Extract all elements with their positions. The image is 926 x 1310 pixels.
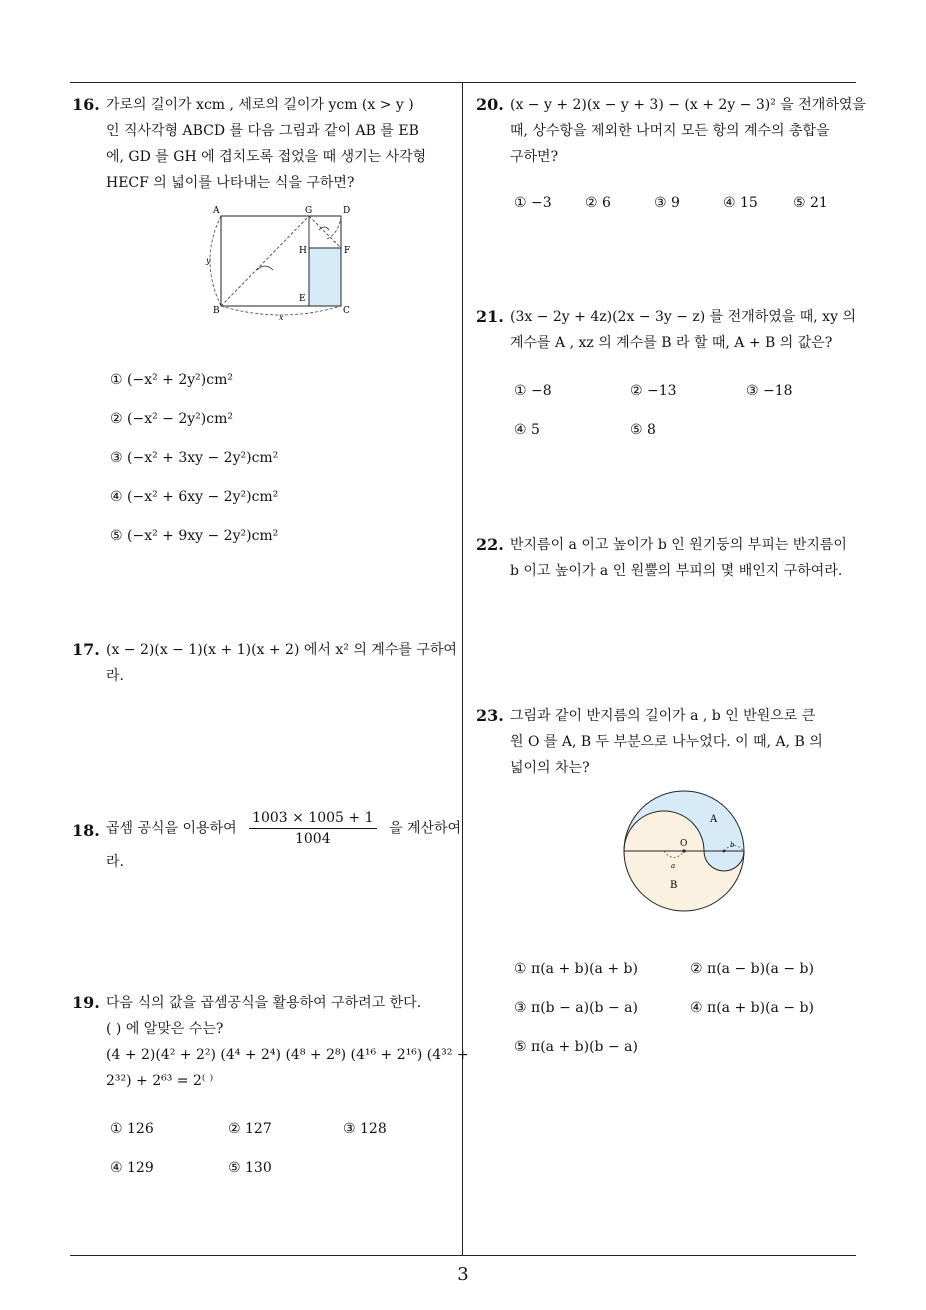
option-3[interactable]: ③ −18 — [746, 383, 793, 399]
question-22 — [476, 532, 864, 584]
option-2[interactable]: ② π(a − b)(a − b) — [690, 961, 814, 977]
fold-line-bg — [221, 216, 309, 306]
option-1[interactable]: ① (−x² + 2y²)cm² — [110, 372, 233, 388]
top-rule — [70, 82, 856, 83]
question-18 — [72, 808, 460, 875]
option-1[interactable]: ① π(a + b)(a + b) — [514, 961, 638, 977]
label-g: G — [305, 206, 313, 216]
question-number: 18. — [72, 821, 100, 840]
label-d: D — [343, 206, 351, 216]
question-text-line: (x − 2)(x − 1)(x + 1)(x + 2) 에서 x² 의 계수를 구하여 — [106, 642, 457, 658]
question-text-line: 때, 상수항을 제외한 나머지 모든 항의 계수의 총합을 — [510, 123, 830, 139]
question-text-line: b 이고 높이가 a 인 원뿔의 부피의 몇 배인지 구하여라. — [510, 563, 843, 579]
option-1[interactable]: ① −3 — [514, 195, 552, 211]
label-region-b: B — [670, 880, 678, 891]
question-21 — [476, 304, 864, 356]
question-text-line: 다음 식의 값을 곱셈공식을 활용하여 구하려고 한다. — [106, 995, 422, 1011]
question-text-line: (3x − 2y + 4z)(2x − 3y − z) 를 전개하였을 때, xy 의 — [510, 309, 856, 325]
label-o: O — [680, 839, 688, 849]
option-2[interactable]: ② 127 — [228, 1121, 272, 1137]
question-number: 23. — [476, 706, 504, 725]
question-text-line: 라. — [106, 668, 124, 684]
label-radius-a: a — [671, 862, 676, 870]
label-region-a: A — [710, 814, 718, 825]
option-5[interactable]: ⑤ π(a + b)(b − a) — [514, 1039, 638, 1055]
question-text: 곱셈 공식을 이용하여 — [106, 820, 237, 837]
fraction — [249, 808, 376, 849]
fold-line-gd — [309, 216, 341, 248]
question-text-line: 에, GD 를 GH 에 겹치도록 접었을 때 생기는 사각형 — [106, 149, 427, 165]
option-3[interactable]: ③ 9 — [654, 195, 680, 211]
option-4[interactable]: ④ 129 — [110, 1160, 154, 1176]
question-23 — [476, 703, 864, 781]
question-20 — [476, 92, 864, 170]
label-radius-b: b — [730, 841, 735, 849]
option-3[interactable]: ③ π(b − a)(b − a) — [514, 1000, 638, 1016]
label-a: A — [213, 206, 220, 216]
option-5[interactable]: ⑤ 130 — [228, 1160, 272, 1176]
fraction-numerator: 1003 × 1005 + 1 — [249, 808, 376, 829]
question-19 — [72, 990, 469, 1094]
question-text-line: 반지름이 a 이고 높이가 b 인 원기둥의 부피는 반지름이 — [510, 537, 847, 553]
question-number: 22. — [476, 535, 504, 554]
hecf-shaded-region — [309, 248, 341, 306]
question-text-line: ( ) 에 알맞은 수는? — [106, 1021, 224, 1037]
option-5[interactable]: ⑤ 8 — [630, 422, 656, 438]
option-5[interactable]: ⑤ (−x² + 9xy − 2y²)cm² — [110, 528, 279, 544]
option-1[interactable]: ① 126 — [110, 1121, 154, 1137]
label-e: E — [299, 294, 306, 304]
option-2[interactable]: ② (−x² − 2y²)cm² — [110, 411, 233, 427]
label-h: H — [299, 246, 307, 256]
question-text: 을 계산하여 — [388, 820, 462, 837]
circle-figure — [620, 790, 750, 914]
question-number: 19. — [72, 993, 100, 1012]
question-16 — [72, 92, 460, 196]
arc-ab — [210, 216, 221, 306]
question-text-line: 라. — [106, 854, 124, 870]
option-5[interactable]: ⑤ 21 — [793, 195, 828, 211]
question-number: 21. — [476, 307, 504, 326]
column-divider — [462, 82, 463, 1255]
option-3[interactable]: ③ 128 — [343, 1121, 387, 1137]
question-text-line: 원 O 를 A, B 두 부분으로 나누었다. 이 때, A, B 의 — [510, 734, 823, 750]
question-17 — [72, 637, 460, 689]
fraction-denominator: 1004 — [294, 831, 331, 847]
label-c: C — [343, 306, 350, 316]
label-x: x — [279, 313, 284, 322]
question-text-line: 가로의 길이가 xcm , 세로의 길이가 ycm (x > y ) — [106, 97, 414, 113]
question-text-line: 그림과 같이 반지름의 길이가 a , b 인 반원으로 큰 — [510, 708, 816, 724]
option-4[interactable]: ④ (−x² + 6xy − 2y²)cm² — [110, 489, 279, 505]
page-number: 3 — [457, 1264, 469, 1285]
question-text-line: (x − y + 2)(x − y + 3) − (x + 2y − 3)² 을 전개하였을 — [510, 97, 866, 113]
option-4[interactable]: ④ 5 — [514, 422, 540, 438]
question-text-line: 인 직사각형 ABCD 를 다음 그림과 같이 AB 를 EB — [106, 123, 419, 139]
option-4[interactable]: ④ π(a + b)(a − b) — [690, 1000, 814, 1016]
question-text-line: 2³²) + 2⁶³ = 2⁽ ⁾ — [106, 1073, 214, 1089]
question-text-line: (4 + 2)(4² + 2²) (4⁴ + 2⁴) (4⁸ + 2⁸) (4¹⁶ + 2¹⁶) (4³² + — [106, 1047, 469, 1063]
question-number: 16. — [72, 95, 100, 114]
question-number: 17. — [72, 640, 100, 659]
option-1[interactable]: ① −8 — [514, 383, 552, 399]
rectangle-fold-figure — [195, 200, 370, 325]
label-y: y — [206, 256, 211, 265]
question-number: 20. — [476, 95, 504, 114]
label-b: B — [213, 306, 220, 316]
bottom-rule — [70, 1255, 856, 1256]
option-4[interactable]: ④ 15 — [723, 195, 758, 211]
option-2[interactable]: ② 6 — [585, 195, 611, 211]
question-text-line: HECF 의 넓이를 나타내는 식을 구하면? — [106, 175, 355, 191]
question-text-line: 넓이의 차는? — [510, 760, 590, 776]
option-2[interactable]: ② −13 — [630, 383, 677, 399]
option-3[interactable]: ③ (−x² + 3xy − 2y²)cm² — [110, 450, 279, 466]
question-text-line: 구하면? — [510, 149, 559, 165]
question-text-line: 계수를 A , xz 의 계수를 B 라 할 때, A + B 의 값은? — [510, 335, 833, 351]
label-f: F — [344, 246, 351, 256]
